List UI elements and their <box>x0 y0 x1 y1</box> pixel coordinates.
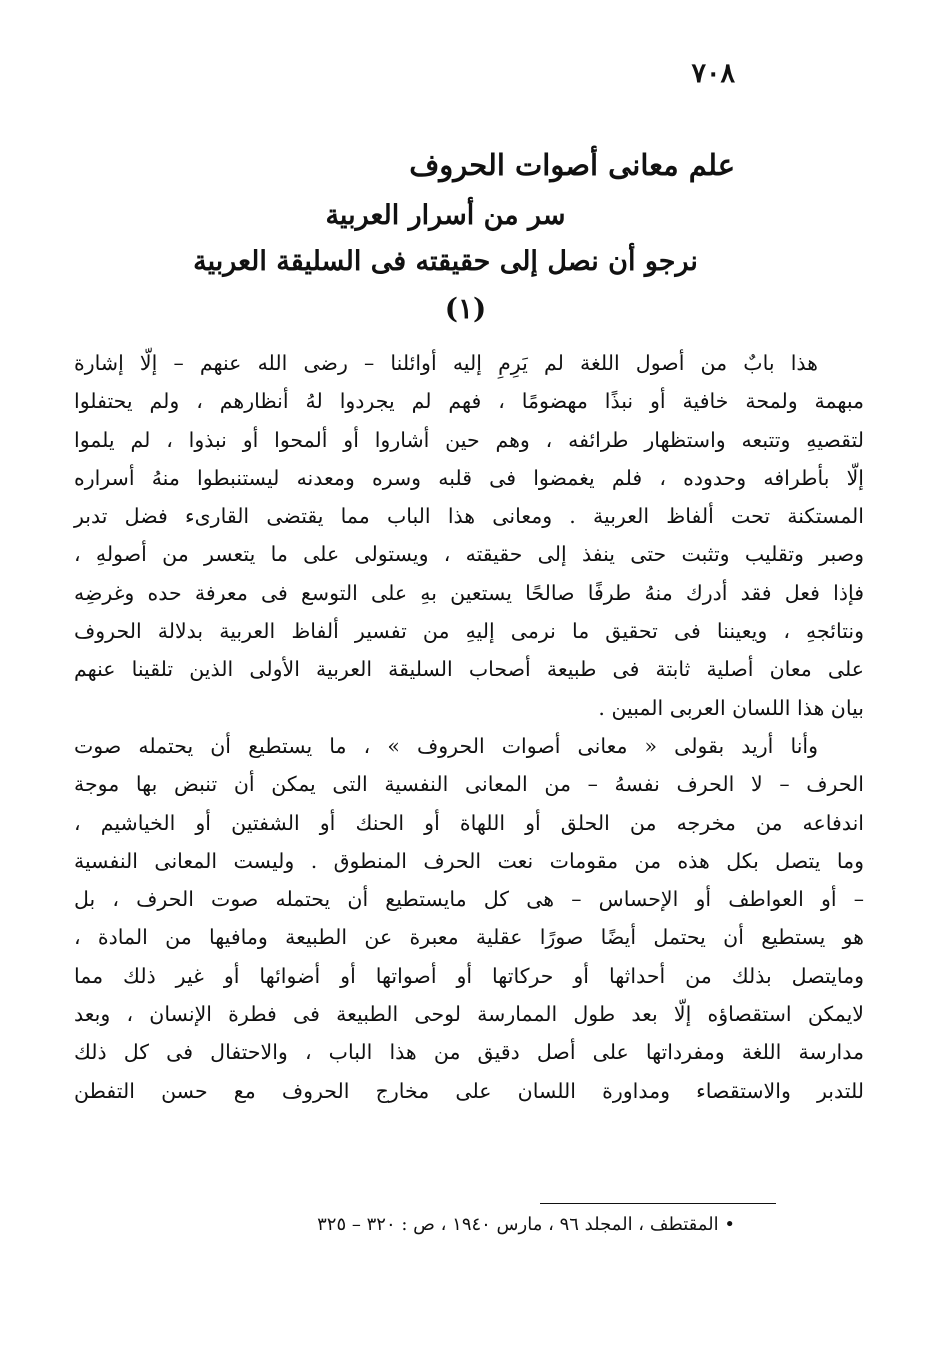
footnote-divider <box>540 1203 776 1204</box>
footnote: • المقتطف ، المجلد ٩٦ ، مارس ١٩٤٠ ، ص : ٣٢٠ – ٣٢٥ <box>317 1214 735 1235</box>
text-line: لتقصيهِ وتتبعه واستظهار طرائفه ، وهم حين أشاروا أو ألمحوا أو نبذوا ، لم يلموا <box>74 427 864 452</box>
article-subtitle: سر من أسرار العربية <box>325 200 566 231</box>
text-line: مدارسة اللغة ومفرداتها على أصل دقيق من هذا الباب ، والاحتفال فى كل ذلك <box>74 1040 864 1065</box>
text-line: اندفاعه من مخرجه من الحلق أو اللهاة أو الحنك أو الشفتين أو الخياشيم ، <box>74 810 864 835</box>
paragraph-1 <box>74 344 864 727</box>
text-line: إلّا بأطرافه وحدوده ، فلم يغمضوا فى قلبه وسره ومعدنه ليستنبطوا منهُ أسراره <box>74 465 864 490</box>
text-line: – أو العواطف أو الإحساس – هى كل مايستطيع أن يحتمله صوت الحرف ، بل <box>74 887 864 912</box>
text-line: المستكنة تحت ألفاظ العربية . ومعانى هذا الباب مما يقتضى القارىء فضل تدبر <box>74 504 864 529</box>
text-line: هذا بابٌ من أصول اللغة لم يَرِمِ إليه أوائلنا – رضى الله عنهم – إلّا إشارة <box>74 351 818 375</box>
article-title: علم معانى أصوات الحروف <box>409 148 735 182</box>
text-line: على معان أصلية ثابتة فى طبيعة أصحاب السليقة العربية الأولى الذين تلقينا عنهم <box>74 657 864 682</box>
text-line: لايمكن استقصاؤه إلّا بعد طول الممارسة لوحى الطبيعة فى فطرة الإنسان ، وبعد <box>74 1002 864 1027</box>
text-line: للتدبر والاستقصاء ومداورة اللسان على مخارج الحروف مع حسن التفطن <box>74 1078 864 1103</box>
text-line: ومايتصل بذلك من أحداثها أو حركاتها أو أصواتها أو أضوائها أو غير ذلك مما <box>74 963 864 988</box>
article-body <box>74 344 864 1110</box>
text-line: بيان هذا اللسان العربى المبين . <box>598 695 864 720</box>
page-number: ٧٠٨ <box>691 58 735 89</box>
paragraph-2 <box>74 727 864 1110</box>
part-number: (١) <box>444 292 487 325</box>
text-line: ونتائجهِ ، ويعيننا فى تحقيق ما نرمى إليهِ من تفسير ألفاظ العربية بدلالة الحروف <box>74 619 864 644</box>
text-line: وما يتصل بكل هذه من مقومات نعت الحرف المنطوق . وليست المعانى النفسية <box>74 848 864 873</box>
text-line: هو يستطيع أن يحتمل أيضًا صورًا عقلية معبرة عن الطبيعة ومافيها من المادة ، <box>74 925 864 950</box>
text-line: وأنا أريد بقولى « معانى أصوات الحروف » ، ما يستطيع أن يحتمله صوت <box>74 733 818 758</box>
article-subtitle: نرجو أن نصل إلى حقيقته فى السليقة العربية <box>193 246 698 277</box>
text-line: وصبر وتقليب وتثبت حتى ينفذ إلى حقيقته ، ويستولى على ما يتعسر من أصولهِ ، <box>74 542 864 567</box>
text-line: الحرف – لا الحرف نفسهُ – من المعانى النفسية التى يمكن أن تنبض بها موجة <box>74 772 864 797</box>
text-line: مبهمة ولمحة خافية أو نبذًا مهضومًا ، فهم لم يجردوا لهُ أنظارهم ، ولم يحتفلوا <box>74 389 864 414</box>
text-line: فإذا فعل فقد أدرك منهُ طرفًا صالحًا يستعين بهِ على التوسع فى معرفة حده وغرضِه <box>74 580 864 605</box>
